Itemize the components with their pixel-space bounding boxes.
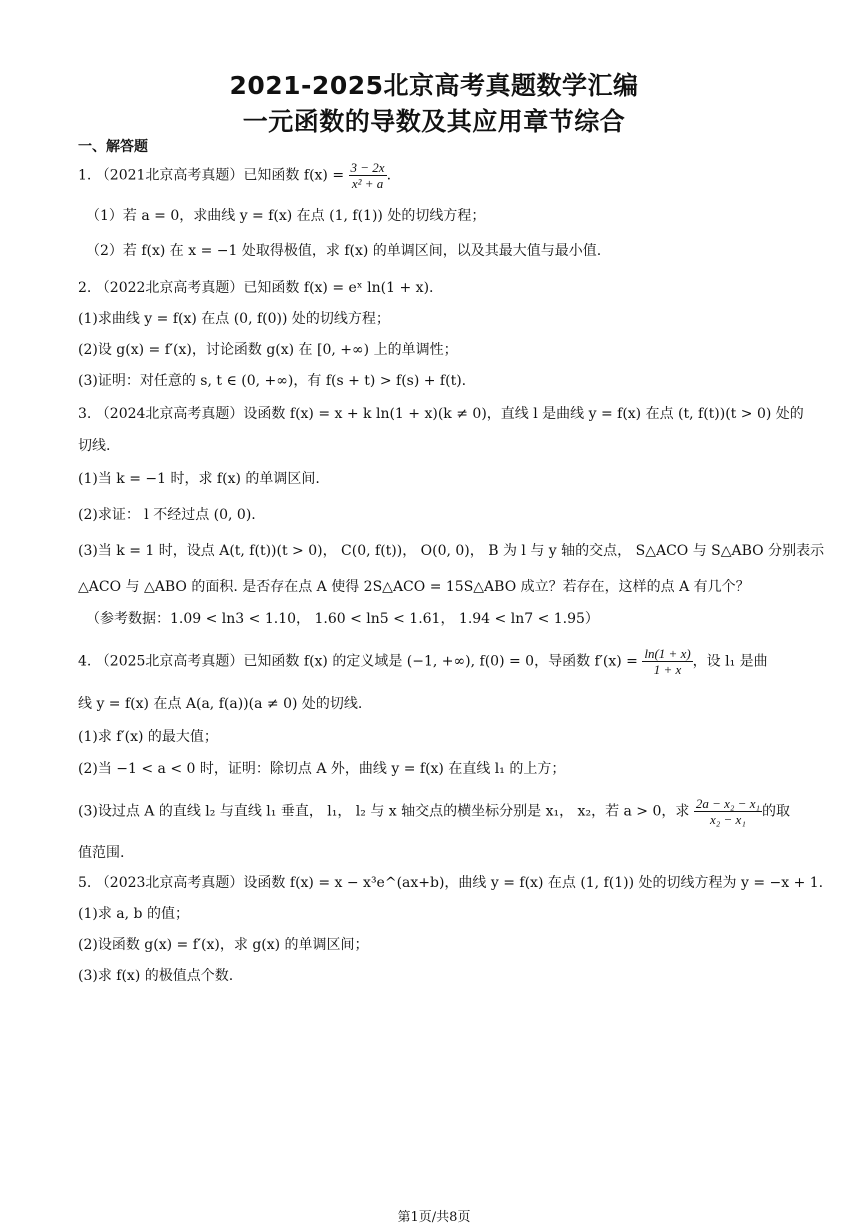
q4-fraction [642, 646, 692, 677]
q4-part3-frac-den: x₂ − x₁ [709, 812, 746, 827]
q4-part3-fraction [694, 796, 762, 827]
q1-stem-text: 1. （2021北京高考真题）已知函数 f(x) = [78, 167, 345, 184]
q4-frac-den: 1 + x [653, 662, 682, 677]
q4-part2: (2)当 −1 < a < 0 时，证明：除切点 A 外，曲线 y = f(x) 在直线 l₁ 的上方； [78, 761, 566, 777]
q4-part3-tail: 的取 [761, 803, 790, 820]
q4-stem-tail: ，设 l₁ 是曲 [692, 653, 768, 670]
page-footer: 第1页/共8页 [397, 1210, 471, 1225]
q5-part1: (1)求 a, b 的值； [78, 906, 189, 922]
q3-stem-cont: 切线. [78, 438, 111, 454]
q4-part1: (1)求 f′(x) 的最大值； [78, 729, 218, 745]
q2-part1: (1)求曲线 y = f(x) 在点 (0, f(0)) 处的切线方程； [78, 311, 390, 327]
q3-reference-data: （参考数据：1.09 < ln3 < 1.10， 1.60 < ln5 < 1.61， 1.94 < ln7 < 1.95） [86, 611, 599, 627]
q3-part1: (1)当 k = −1 时，求 f(x) 的单调区间. [78, 471, 320, 487]
q3-stem: 3. （2024北京高考真题）设函数 f(x) = x + k ln(1 + x)(k ≠ 0)，直线 l 是曲线 y = f(x) 在点 (t, f(t))(t > 0) 处的 [78, 406, 804, 422]
q1-frac-num: 3 − 2x [350, 160, 385, 175]
q1-frac-den: x² + a [351, 176, 384, 191]
q4-stem-text: 4. （2025北京高考真题）已知函数 f(x) 的定义域是 (−1, +∞), f(0) = 0，导函数 f′(x) = [78, 653, 638, 670]
q5-part2: (2)设函数 g(x) = f′(x)，求 g(x) 的单调区间； [78, 937, 369, 953]
q4-frac-num: ln(1 + x) [644, 646, 691, 661]
q4-part3-frac-num: 2a − x₂ − x₁ [695, 796, 760, 811]
q4-stem-cont: 线 y = f(x) 在点 A(a, f(a))(a ≠ 0) 处的切线. [78, 696, 363, 712]
q4-stem [78, 646, 802, 677]
q2-part2: (2)设 g(x) = f′(x)，讨论函数 g(x) 在 [0, +∞) 上的单调性； [78, 342, 458, 358]
doc-title-line2: 一元函数的导数及其应用章节综合 [242, 107, 626, 136]
q1-stem [78, 160, 802, 191]
q2-stem: 2. （2022北京高考真题）已知函数 f(x) = eˣ ln(1 + x). [78, 280, 434, 296]
section-heading: 一、解答题 [78, 139, 148, 155]
q3-part2: (2)求证： l 不经过点 (0, 0). [78, 507, 256, 523]
q1-stem-tail: . [386, 167, 392, 184]
q4-part3 [78, 796, 802, 827]
q1-part1: （1）若 a = 0，求曲线 y = f(x) 在点 (1, f(1)) 处的切线方程； [86, 208, 486, 224]
q3-part3-cont: △ACO 与 △ABO 的面积. 是否存在点 A 使得 2S△ACO = 15S△ABO 成立？若存在，这样的点 A 有几个？ [78, 579, 750, 595]
q4-part3-cont: 值范围. [78, 845, 125, 861]
q5-stem: 5. （2023北京高考真题）设函数 f(x) = x − x³e^(ax+b)，曲线 y = f(x) 在点 (1, f(1)) 处的切线方程为 y = −x + 1. [78, 875, 824, 891]
q5-part3: (3)求 f(x) 的极值点个数. [78, 968, 234, 984]
q1-part2: （2）若 f(x) 在 x = −1 处取得极值，求 f(x) 的单调区间，以及其最大值与最小值. [86, 243, 602, 259]
q4-part3-text: (3)设过点 A 的直线 l₂ 与直线 l₁ 垂直， l₁， l₂ 与 x 轴交点的横坐标分别是 x₁， x₂，若 a > 0，求 [78, 803, 690, 820]
q2-part3: (3)证明：对任意的 s, t ∈ (0, +∞)，有 f(s + t) > f(s) + f(t). [78, 373, 467, 389]
q1-fraction [349, 160, 387, 191]
doc-title-line1: 2021-2025北京高考真题数学汇编 [229, 71, 639, 100]
q3-part3: (3)当 k = 1 时，设点 A(t, f(t))(t > 0)， C(0, f(t))， O(0, 0)， B 为 l 与 y 轴的交点， S△ACO 与 S△ABO 分别表示 [78, 543, 825, 559]
